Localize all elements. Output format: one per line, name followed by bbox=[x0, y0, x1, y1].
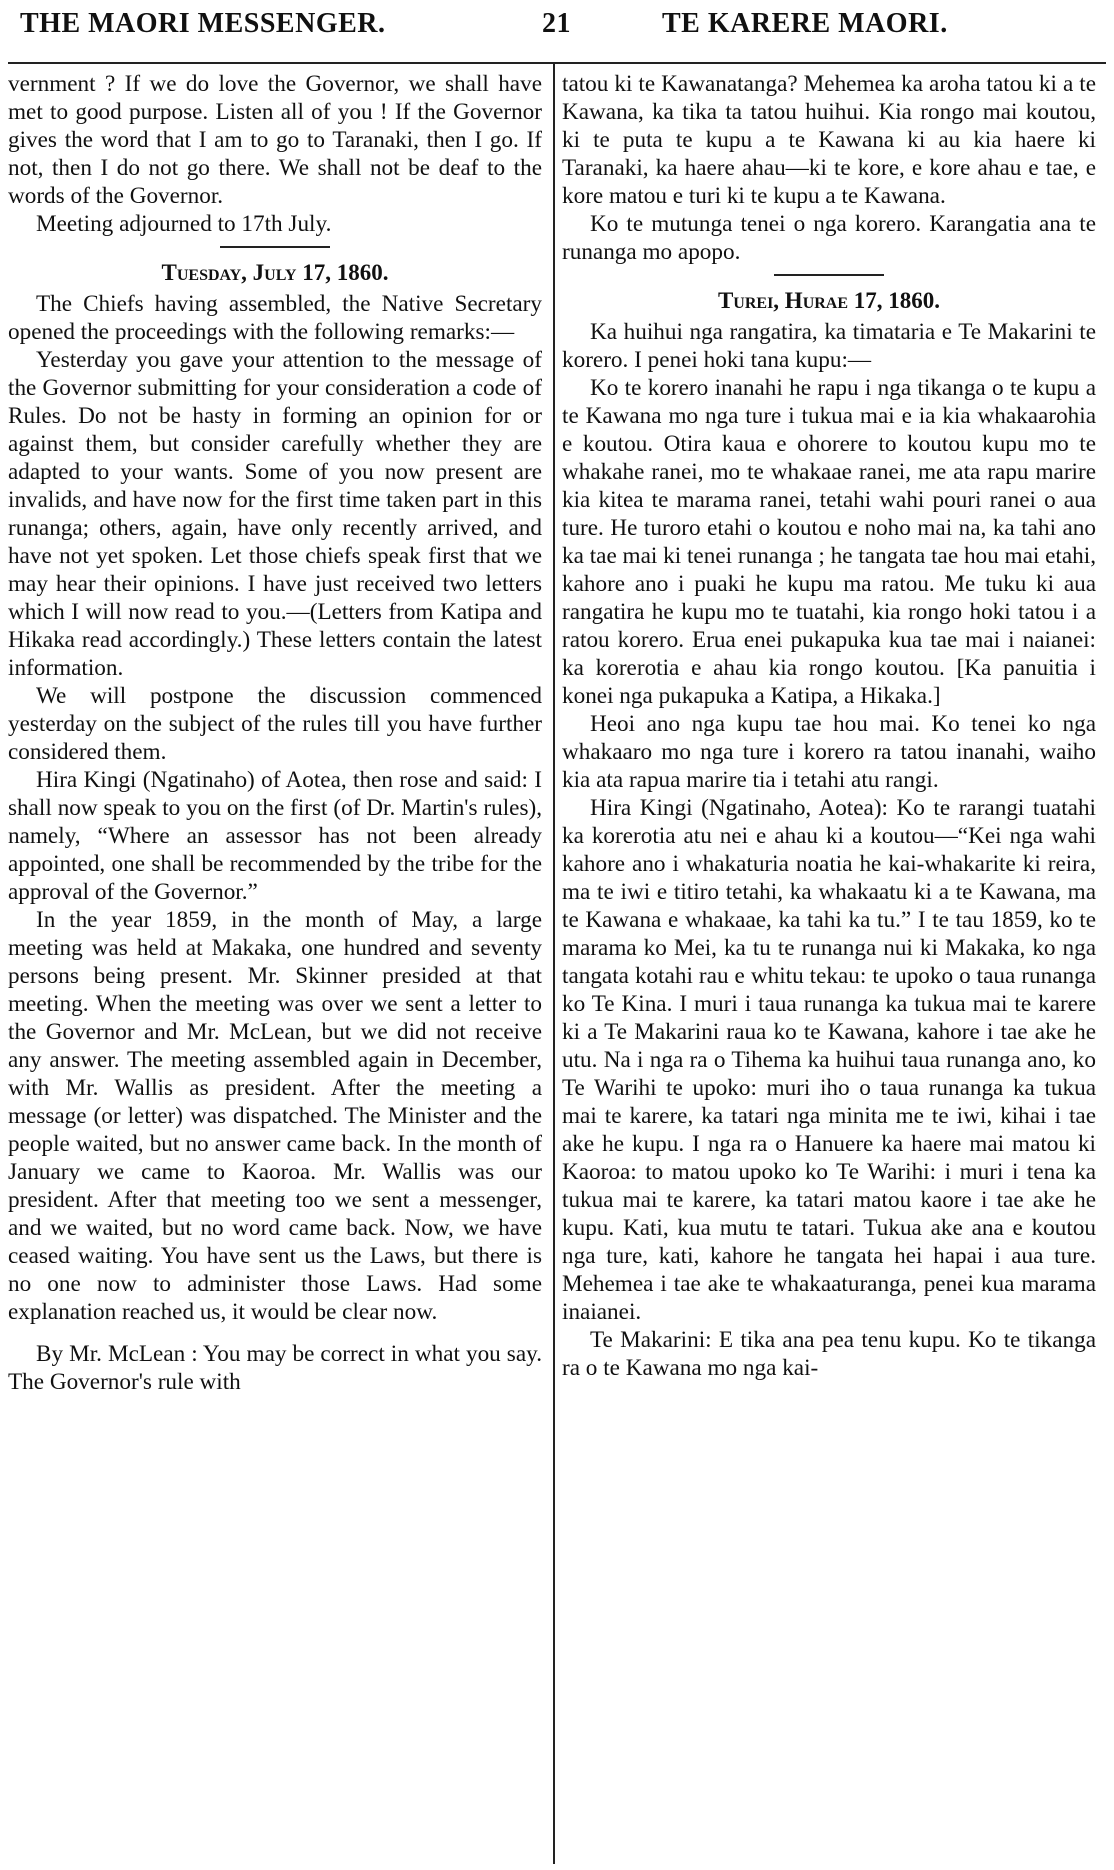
english-paragraph: Yesterday you gave your attention to the message of the Governor submitting for your consideration a code of Rules. Do not be hasty in forming an opinion for or against them, but consider carefully whether they are adapted to your wants. Some of you now present are invalids, and have now for the first time taken part in this runanga; others, again, have only recently arrived, and have not yet spoken. Let those chiefs speak first that we may hear their opinions. I have just received two letters which I will now read to you.—(Letters from Katipa and Hikaka read accordingly.) These letters contain the latest information. bbox=[8, 347, 542, 681]
english-paragraph: Meeting adjourned to 17th July. bbox=[36, 211, 332, 237]
english-paragraph: Hira Kingi (Ngatinaho) of Aotea, then rose and said: I shall now speak to you on the first (of Dr. Martin's rules), namely, “Where an assessor has not been already appointed, one shall be recommended by the tribe for the approval of the Governor.” bbox=[8, 767, 542, 905]
english-column bbox=[8, 70, 542, 1396]
english-paragraph: In the year 1859, in the month of May, a large meeting was held at Makaka, one hundred and seventy persons being present. Mr. Skinner presided at that meeting. When the meeting was over we sent a letter to the Governor and Mr. McLean, but we did not receive any answer. The meeting assembled again in December, with Mr. Wallis as president. After the meeting a message (or letter) was dispatched. The Minister and the people waited, but no answer came back. In the month of January we came to Kaoroa. Mr. Wallis was our president. After that meeting too we sent a messenger, and we waited, but no word came back. Now, we have ceased waiting. You have sent us the Laws, but there is no one now to administer those Laws. Had some explanation reached us, it would be clear now. bbox=[8, 907, 542, 1325]
section-rule bbox=[220, 246, 330, 248]
english-paragraph: The Chiefs having assembled, the Native Secretary opened the proceedings with the following remarks:— bbox=[8, 291, 542, 345]
maori-paragraph: Te Makarini: E tika ana pea tenu kupu. Ko te tikanga ra o te Kawana mo nga kai- bbox=[562, 1327, 1096, 1381]
header-right-title: TE KARERE MAORI. bbox=[662, 8, 948, 39]
header-rule bbox=[8, 62, 1106, 64]
page-header bbox=[12, 4, 1102, 50]
section-rule bbox=[774, 274, 884, 276]
maori-paragraph: Ko te mutunga tenei o nga korero. Karangatia ana te runanga mo apopo. bbox=[562, 211, 1096, 265]
english-paragraph: vernment ? If we do love the Governor, we shall have met to good purpose. Listen all of you ! If the Governor gives the word that I am to go to Taranaki, then I go. If not, then I do not go there. We shall not be deaf to the words of the Governor. bbox=[8, 71, 542, 209]
maori-paragraph: Heoi ano nga kupu tae hou mai. Ko tenei ko nga whakaaro mo nga ture i korero ra tatou inanahi, waiho kia ata rapua marire tia i tetahi atu rangi. bbox=[562, 711, 1096, 793]
maori-paragraph: Hira Kingi (Ngatinaho, Aotea): Ko te rarangi tuatahi ka korerotia atu nei e ahau ki a koutou—“Kei nga wahi kahore ano i whakaturia noatia he kai-whakarite ki reira, ma te iwi e titiro tetahi, ka whakaatu ki a te Kawana, ma te Kawana e whakaae, ka tahi ka tu.” I te tau 1859, ko te marama ko Mei, ka tu te runanga nui ki Makaka, ko nga tangata kotahi rau e whitu tekau: te upoko o taua runanga ko Te Kina. I muri i taua runanga ka tukua mai te karere ki a Te Makarini raua ko te Kawana, kahore i tae ake he utu. Na i nga ra o Tihema ka huihui taua runanga ano, ko Te Warihi te upoko: muri iho o taua runanga ka tukua mai te karere, ka tatari nga minita me te iwi, kihai i tae ake he kupu. I nga ra o Hanuere ka haere mai matou ki Kaoroa: to matou upoko ko Te Warihi: i muri i tena ka tukua mai te karere, ka tatari matou kaore i tae ake he kupu. Kati, kua mutu te tatari. Tukua ake ana e koutou nga ture, kati, kahore he tangata hei hapai i aua ture. Mehemea i tae ake te whakaaturanga, penei kua marama inaianei. bbox=[562, 795, 1096, 1325]
paragraph-gap bbox=[8, 1326, 542, 1340]
section-heading: Tuesday, July 17, 1860. bbox=[161, 260, 389, 285]
header-left-title: THE MAORI MESSENGER. bbox=[20, 8, 386, 39]
column-divider bbox=[553, 64, 555, 1864]
maori-paragraph: tatou ki te Kawanatanga? Mehemea ka aroha tatou ki a te Kawana, ka tika ta tatou huihui. Kia rongo mai koutou, ki te puta te kupu a te Kawana ki au kia haere ki Taranaki, ka haere ahau—ki te kore, e kore ahau e tae, e kore matou e turi ki te kupu a te Kawana. bbox=[562, 71, 1096, 209]
maori-paragraph: Ka huihui nga rangatira, ka timataria e Te Makarini te korero. I penei hoki tana kupu:— bbox=[562, 319, 1096, 373]
english-paragraph: By Mr. McLean : You may be correct in what you say. The Governor's rule with bbox=[8, 1341, 542, 1395]
section-heading: Turei, Hurae 17, 1860. bbox=[717, 288, 941, 313]
maori-paragraph: Ko te korero inanahi he rapu i nga tikanga o te kupu a te Kawana mo nga ture i tukua mai e ia kia whakaarohia e koutou. Otira kaua e ohorere to koutou kupu mo te whakahe ranei, mo te whakaae ranei, me ata rapu marire kia kitea te marama ranei, tetahi wahi pouri ranei o aua ture. He turoro etahi o koutou e noho mai na, ka tahi ano ka tae mai ki tenei runanga ; he tangata tae hou mai etahi, kahore ano i puaki he kupu ma ratou. Me tuku ki aua rangatira he kupu mo te tuatahi, kia rongo hoki tatou i a ratou korero. Erua enei pukapuka kua tae mai i naianei: ka korerotia e ahau kia rongo koutou. [Ka panuitia i konei nga pukapuka a Katipa, a Hikaka.] bbox=[562, 375, 1096, 709]
page-number: 21 bbox=[542, 8, 571, 39]
english-paragraph: We will postpone the discussion commenced yesterday on the subject of the rules till you have further considered them. bbox=[8, 683, 542, 765]
maori-column bbox=[562, 70, 1096, 1382]
